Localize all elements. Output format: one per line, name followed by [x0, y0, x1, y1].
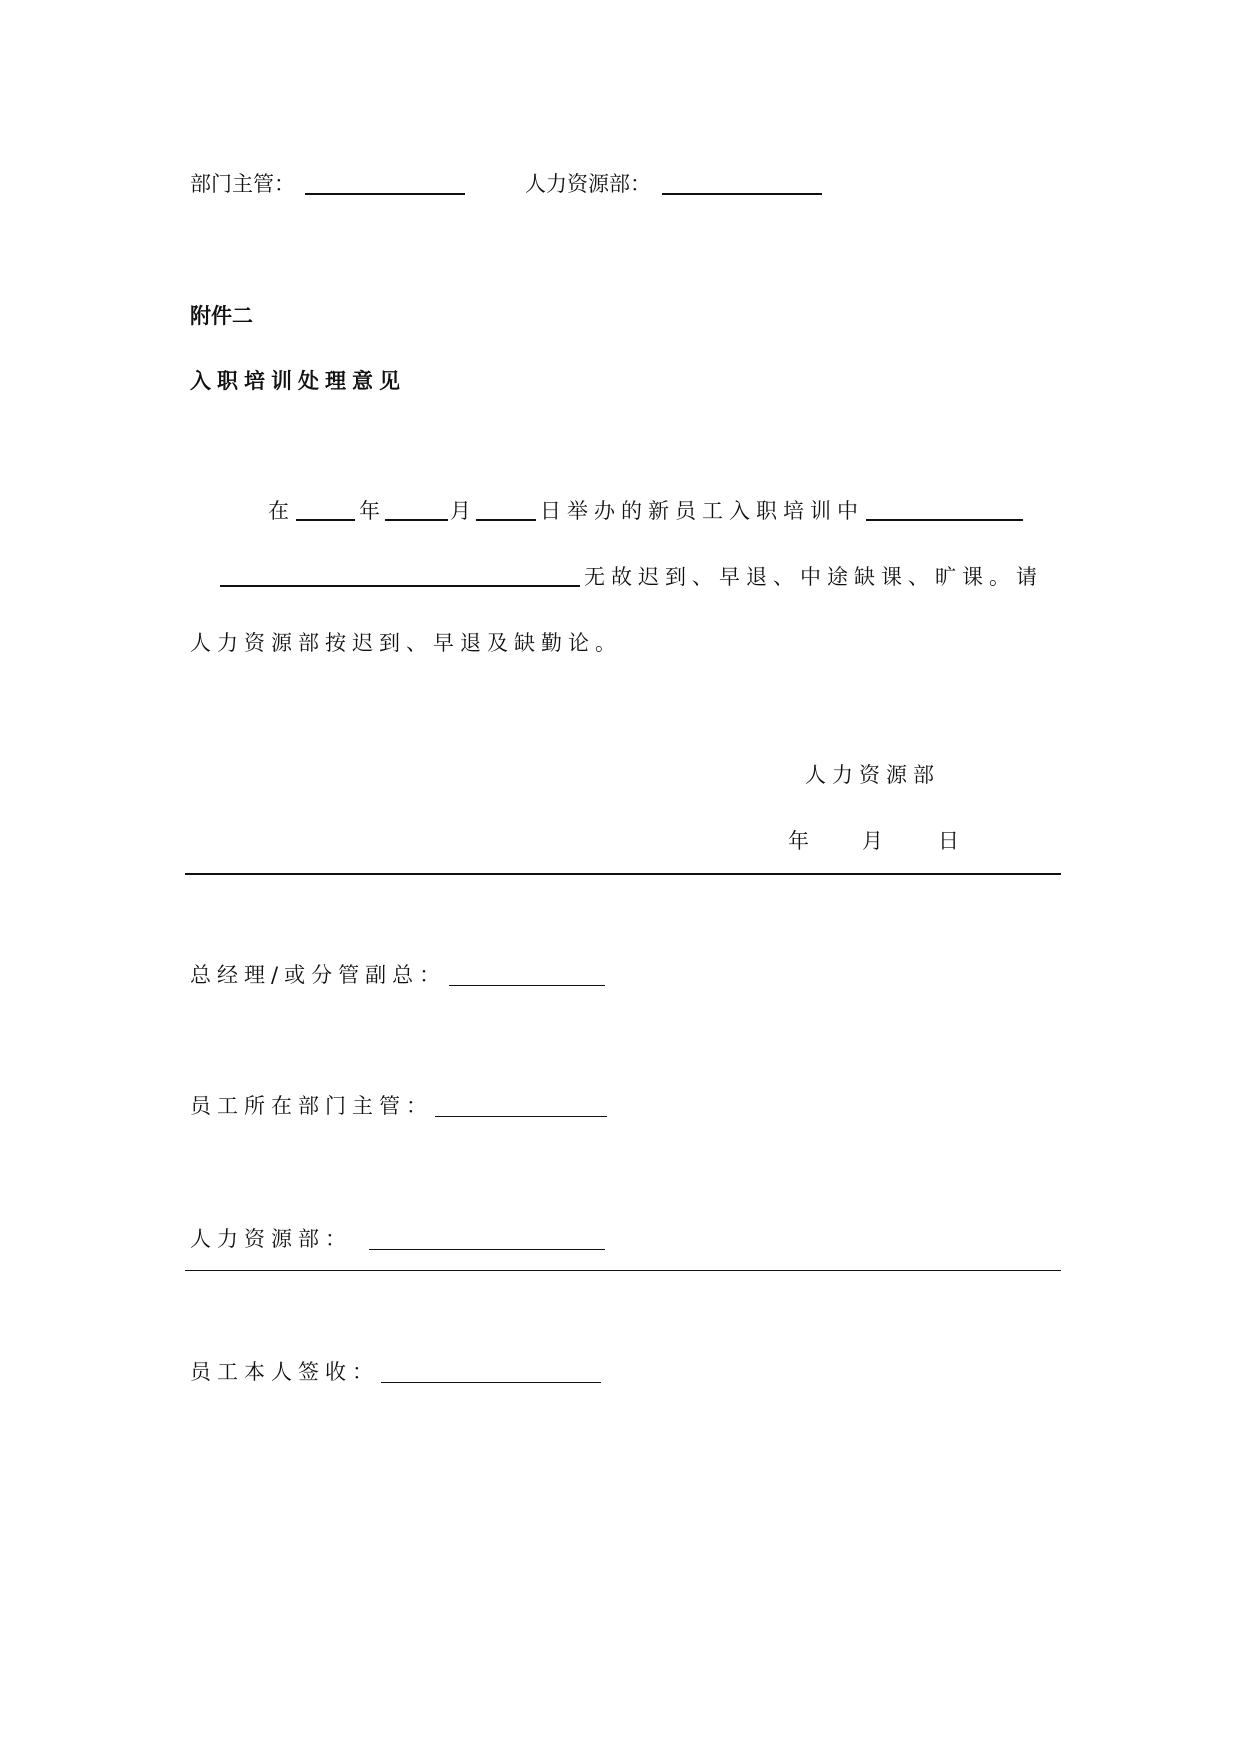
gm-signature-line[interactable] [449, 985, 605, 986]
month-blank[interactable] [385, 519, 448, 521]
issuer-dept: 人力资源部 [805, 763, 940, 787]
issuer-day: 日 [938, 829, 959, 853]
dept-supervisor-label: 部门主管： [190, 172, 295, 196]
hr-signature-line-approval[interactable] [369, 1249, 605, 1250]
year-blank[interactable] [296, 519, 355, 521]
employee-dept-supervisor-signature-line[interactable] [435, 1116, 607, 1117]
trainee-name-blank[interactable] [866, 519, 1023, 521]
employee-sign-label: 员工本人签收： [190, 1360, 379, 1384]
body-month: 月 [450, 499, 471, 523]
employee-signature-line[interactable] [381, 1382, 601, 1383]
hr-label-approval: 人力资源部： [190, 1227, 352, 1251]
issuer-year: 年 [788, 829, 809, 853]
employee-dept-supervisor-label: 员工所在部门主管： [190, 1094, 433, 1118]
hr-signature-line-top[interactable] [662, 193, 822, 195]
hr-label-top: 人力资源部： [525, 172, 651, 196]
body-line2: 无故迟到、早退、中途缺课、旷课。请 [584, 565, 1043, 589]
issuer-month: 月 [862, 829, 883, 853]
section-divider-1 [185, 873, 1061, 875]
body-line3: 人力资源部按迟到、早退及缺勤论。 [190, 631, 622, 655]
trainee-names-blank[interactable] [220, 585, 580, 587]
gm-label: 总经理/或分管副总： [190, 963, 447, 987]
body-day-text: 日举办的新员工入职培训中 [540, 499, 864, 523]
body-year: 年 [359, 499, 380, 523]
attachment-title: 入职培训处理意见 [190, 369, 406, 393]
day-blank[interactable] [476, 519, 536, 521]
dept-supervisor-signature-line[interactable] [305, 193, 465, 195]
attachment-label: 附件二 [190, 304, 253, 328]
section-divider-2 [185, 1270, 1061, 1271]
body-prefix: 在 [268, 499, 295, 523]
